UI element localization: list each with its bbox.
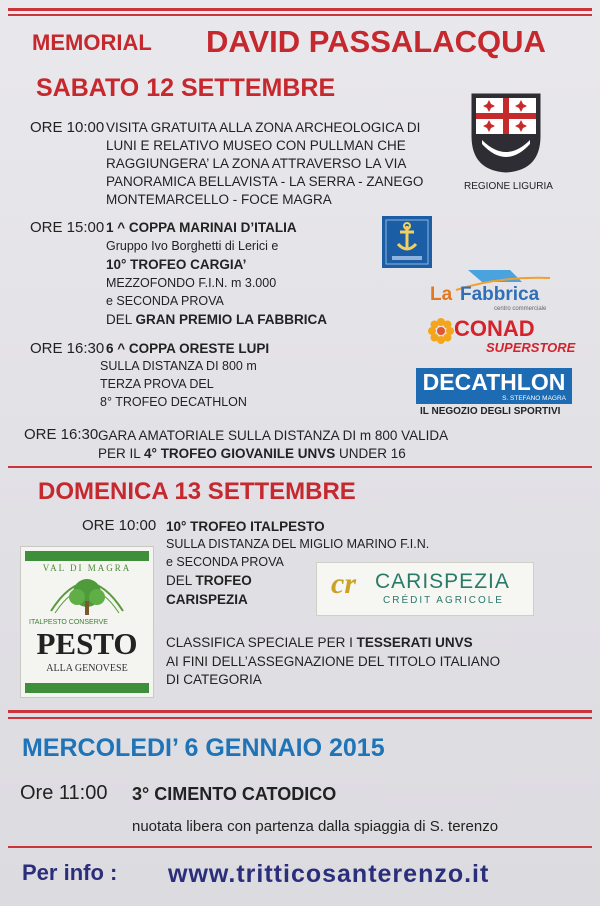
daisy-icon [428, 318, 454, 344]
event-desc: AI FINI DELL’ASSEGNAZIONE DEL TITOLO ITALIANO [166, 654, 501, 669]
carispezia-mark: cr [331, 567, 356, 600]
top-divider [8, 8, 592, 11]
event-desc: MEZZOFONDO F.I.N. m 3.000 [106, 276, 277, 290]
decathlon-sub: S. STEFANO MAGRA [502, 395, 566, 402]
section-divider-2 [8, 717, 592, 719]
event-desc: TERZA PROVA DEL [100, 377, 214, 391]
conad-name: CONAD [454, 316, 535, 341]
regione-liguria-label: REGIONE LIGURIA [464, 181, 553, 192]
event-desc: e SECONDA PROVA [106, 294, 224, 308]
info-label: Per info : [22, 860, 118, 885]
event-desc: VISITA GRATUITA ALLA ZONA ARCHEOLOGICA DI [106, 120, 421, 135]
event-time: ORE 16:30 [30, 340, 105, 357]
event-desc: DI CATEGORIA [166, 672, 262, 687]
regione-liguria-logo [466, 92, 546, 174]
carispezia-name: CARISPEZIA [375, 570, 510, 593]
event-title: 3° CIMENTO CATODICO [132, 784, 337, 804]
carispezia-sub: CRÉDIT AGRICOLE [383, 595, 504, 606]
italpesto-arc-text: VAL DI MAGRA [42, 563, 132, 573]
event-desc-prefix: DEL [106, 312, 136, 327]
info-url-link[interactable]: www.tritticosanterenzo.it [168, 860, 490, 888]
event-time: Ore 11:00 [20, 782, 108, 804]
decathlon-logo [416, 368, 572, 404]
event-title: CARISPEZIA [166, 592, 248, 607]
event-desc [98, 445, 406, 462]
day3-heading: MERCOLEDI’ 6 GENNAIO 2015 [22, 734, 385, 762]
event-title: 1 ^ COPPA MARINAI D’ITALIA [106, 220, 297, 235]
event-desc-prefix: DEL [166, 573, 196, 588]
title-prefix: MEMORIAL [32, 30, 152, 55]
section-divider [8, 710, 592, 713]
footer-divider [8, 846, 592, 848]
event-time: ORE 10:00 [30, 119, 105, 136]
event-time: ORE 10:00 [82, 517, 157, 534]
event-desc: Gruppo Ivo Borghetti di Lerici e [106, 239, 279, 253]
event-title: TESSERATI UNVS [356, 635, 473, 650]
event-title: 6 ^ COPPA ORESTE LUPI [106, 341, 270, 356]
event-desc: nuotata libera con partenza dalla spiaggia di S. terenzo [132, 818, 499, 835]
event-desc: 8° TROFEO DECATHLON [100, 395, 247, 409]
event-desc: RAGGIUNGERA’ LA ZONA ATTRAVERSO LA VIA [106, 156, 407, 171]
event-desc: PANORAMICA BELLAVISTA - LA SERRA - ZANEGO [106, 174, 424, 189]
italpesto-small: ITALPESTO CONSERVE [29, 619, 108, 626]
event-desc [166, 572, 252, 589]
event-title: 4° TROFEO GIOVANILE UNVS [144, 446, 336, 461]
italpesto-bottom-band [25, 683, 149, 693]
section-divider [8, 466, 592, 468]
event-desc: SULLA DISTANZA DI 800 m [100, 359, 257, 373]
event-title: 10° TROFEO ITALPESTO [166, 519, 325, 534]
event-title: TROFEO [195, 573, 252, 588]
italpesto-sub: ALLA GENOVESE [46, 663, 128, 674]
page-title: DAVID PASSALACQUA [206, 24, 546, 59]
italpesto-pesto: PESTO [36, 626, 138, 661]
conad-sub: SUPERSTORE [486, 340, 576, 355]
italpesto-logo [20, 546, 154, 698]
la-fabbrica-name: Fabbrica [460, 284, 540, 305]
event-time: ORE 16:30 [24, 426, 99, 443]
event-desc: GARA AMATORIALE SULLA DISTANZA DI m 800 VALIDA [98, 428, 449, 443]
event-title: 10° TROFEO CARGIA’ [106, 257, 247, 272]
event-desc: LUNI E RELATIVO MUSEO CON PULLMAN CHE [106, 138, 406, 153]
italpesto-top-band [25, 551, 149, 561]
event-time: ORE 15:00 [30, 219, 105, 236]
decathlon-name: DECATHLON [422, 369, 566, 395]
la-fabbrica-logo [430, 268, 570, 312]
day2-heading: DOMENICA 13 SETTEMBRE [38, 478, 356, 505]
event-desc [106, 311, 327, 328]
event-desc-prefix: PER IL [98, 446, 145, 461]
event-title: GRAN PREMIO LA FABBRICA [135, 312, 328, 327]
conad-logo [428, 316, 578, 358]
la-fabbrica-sub: centro commerciale [494, 306, 547, 312]
decathlon-tagline: IL NEGOZIO DEGLI SPORTIVI [420, 406, 561, 417]
marina-militare-badge [382, 216, 432, 268]
event-desc-suffix: UNDER 16 [335, 446, 406, 461]
event-desc-prefix: CLASSIFICA SPECIALE PER I [166, 635, 357, 650]
la-fabbrica-la: La [430, 284, 453, 305]
carispezia-logo [316, 562, 534, 616]
day1-heading: SABATO 12 SETTEMBRE [36, 74, 336, 102]
event-desc: MONTEMARCELLO - FOCE MAGRA [106, 192, 332, 207]
event-desc [166, 634, 473, 651]
event-desc: e SECONDA PROVA [166, 555, 284, 569]
event-desc: SULLA DISTANZA DEL MIGLIO MARINO F.I.N. [166, 537, 430, 551]
top-divider-2 [8, 14, 592, 16]
